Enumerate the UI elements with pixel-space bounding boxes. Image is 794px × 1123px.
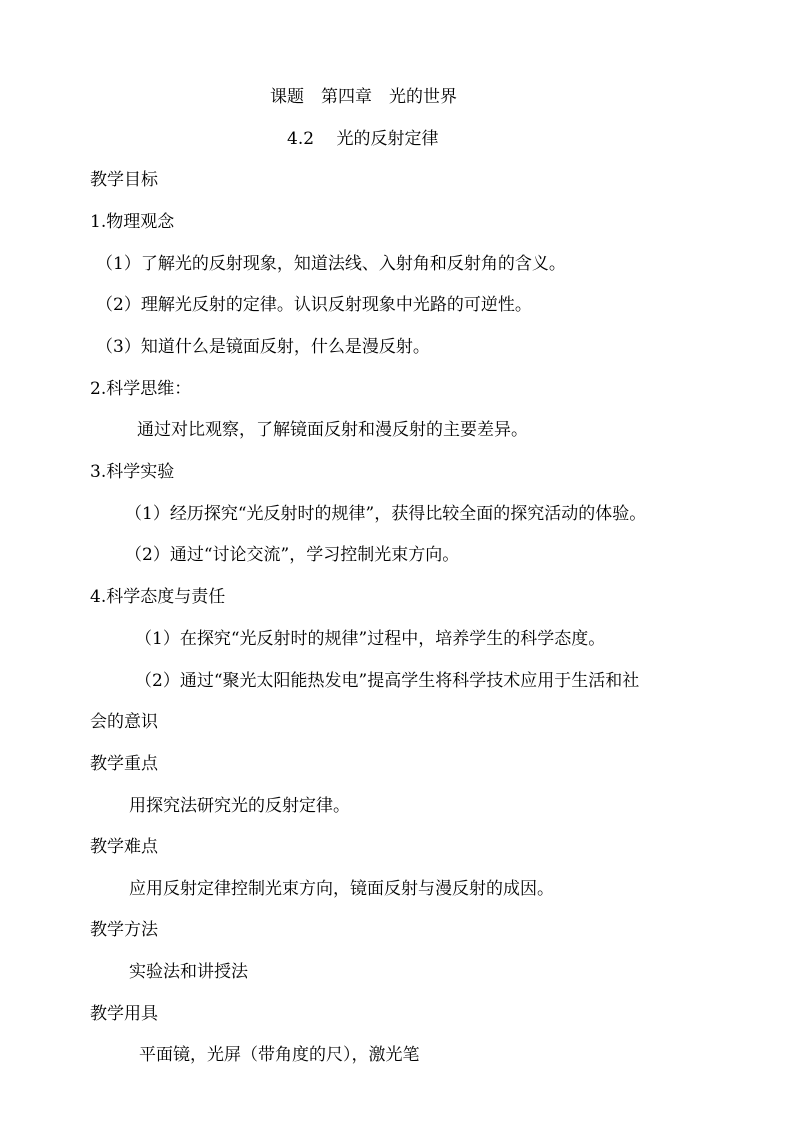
science-thinking-text: 通过对比观察，了解镜面反射和漫反射的主要差异。: [137, 420, 528, 440]
physics-concept-heading: 1.物理观念: [90, 212, 175, 232]
attitude-heading: 4.科学态度与责任: [90, 587, 226, 607]
methods-text: 实验法和讲授法: [129, 962, 248, 982]
teaching-goals-heading: 教学目标: [90, 170, 158, 190]
tools-heading: 教学用具: [90, 1004, 158, 1024]
difficulties-heading: 教学难点: [90, 837, 158, 857]
attitude-item-2-line-2: 会的意识: [90, 712, 158, 732]
methods-heading: 教学方法: [90, 920, 158, 940]
science-thinking-heading: 2.科学思维：: [90, 379, 192, 399]
section-subtitle: 4.2 光的反射定律: [287, 129, 439, 149]
difficulties-text: 应用反射定律控制光束方向，镜面反射与漫反射的成因。: [129, 879, 554, 899]
physics-concept-item-3: （3）知道什么是镜面反射，什么是漫反射。: [96, 337, 430, 357]
science-experiment-item-1: （1）经历探究“光反射时的规律”，获得比较全面的探究活动的体验。: [125, 504, 647, 524]
science-experiment-item-2: （2）通过“讨论交流”，学习控制光束方向。: [125, 545, 460, 565]
attitude-item-1: （1）在探究“光反射时的规律”过程中，培养学生的科学态度。: [135, 629, 606, 649]
physics-concept-item-2: （2）理解光反射的定律。认识反射现象中光路的可逆性。: [96, 295, 532, 315]
document-title: 课题 第四章 光的世界: [270, 87, 457, 107]
physics-concept-item-1: （1）了解光的反射现象，知道法线、入射角和反射角的含义。: [96, 254, 566, 274]
key-points-text: 用探究法研究光的反射定律。: [129, 796, 350, 816]
key-points-heading: 教学重点: [90, 754, 158, 774]
science-experiment-heading: 3.科学实验: [90, 462, 175, 482]
attitude-item-2-line-1: （2）通过“聚光太阳能热发电”提高学生将科学技术应用于生活和社: [135, 671, 640, 691]
tools-text: 平面镜，光屏（带角度的尺），激光笔: [139, 1045, 420, 1065]
